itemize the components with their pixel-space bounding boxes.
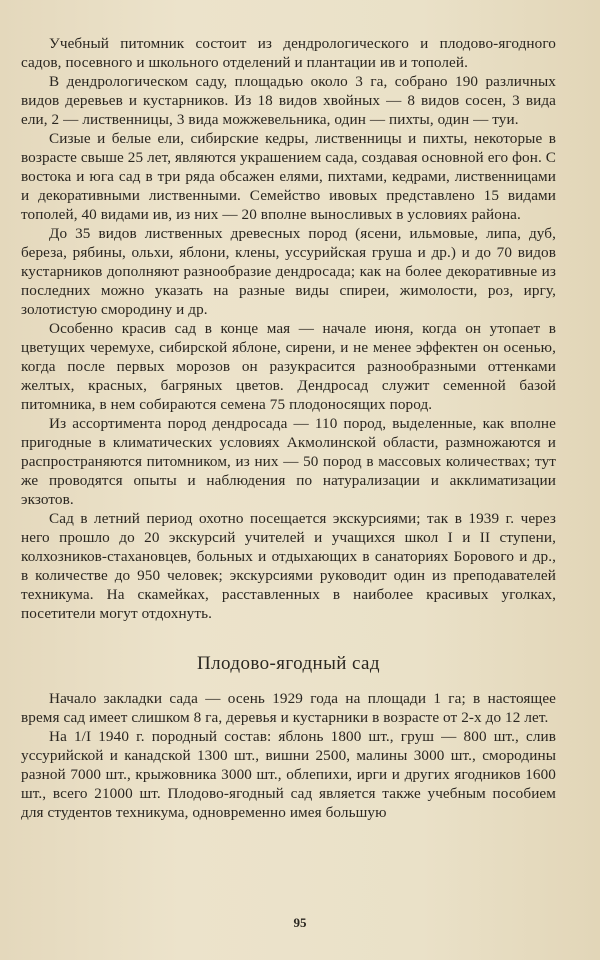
paragraph: Начало закладки сада — осень 1929 года на площади 1 га; в настоящее время сад имеет слишком 8 га, деревья и кустарники в возрасте от 2-х до 12 лет. xyxy=(21,690,556,726)
paragraph: До 35 видов лиственных древесных пород (ясени, ильмовые, липа, дуб, береза, рябины, ольхи, яблони, клены, уссурийская груша и др.) и до 70 видов кустарников дополняют разнообразие дендросада; как на более декоративные из последних можно указать на разные виды спиреи, жимолости, роз, иргу, золотистую смородину и др. xyxy=(21,225,556,318)
page-number: 95 xyxy=(293,915,307,930)
paragraph: Особенно красив сад в конце мая — начале июня, когда он утопает в цветущих черемухе, сибирской яблоне, сирени, и не менее эффектен он осенью, когда после первых морозов он разукрасится разнообразными оттенками желтых, красных, багряных цветов. Дендросад служит семенной базой питомника, в нем собираются семена 75 плодоносящих пород. xyxy=(21,320,556,413)
body-text-top xyxy=(21,34,556,623)
body-text-bottom xyxy=(21,689,556,822)
paragraph: Учебный питомник состоит из дендрологического и плодово-ягодного садов, посевного и школьного отделений и плантации ив и тополей. xyxy=(21,35,556,71)
paragraph: Из ассортимента пород дендросада — 110 пород, выделенные, как вполне пригодные в климатических условиях Акмолинской области, размножаются и распространяются питомником, из них — 50 пород в массовых количествах; тут же проводятся опыты и наблюдения по натурализации и акклиматизации экзотов. xyxy=(21,415,556,508)
paragraph: В дендрологическом саду, площадью около 3 га, собрано 190 различных видов деревьев и кустарников. Из 18 видов хвойных — 8 видов сосен, 3 вида ели, 2 — лиственницы, 3 вида можжевельника, один — пихты, один — туи. xyxy=(21,73,556,128)
paragraph: Сизые и белые ели, сибирские кедры, лиственницы и пихты, некоторые в возрасте свыше 25 лет, являются украшением сада, создавая основной его фон. С востока и юга сад в три ряда обсажен елями, пихтами, кедрами, лиственницами и декоративными лиственными. Семейство ивовых представлено 15 видами тополей, 40 видами ив, из них — 20 вполне выносливых в условиях района. xyxy=(21,130,556,223)
paragraph: Сад в летний период охотно посещается экскурсиями; так в 1939 г. через него прошло до 20 экскурсий учителей и учащихся школ I и II ступени, колхозников-стахановцев, больных и отдыхающих в санаториях Борового и др., в количестве до 950 человек; экскурсиями руководит один из преподавателей техникума. На скамейках, расставленных в наиболее красивых уголках, посетители могут отдохнуть. xyxy=(21,510,556,622)
paragraph: На 1/I 1940 г. породный состав: яблонь 1800 шт., груш — 800 шт., слив уссурийской и канадской 1300 шт., вишни 2500, малины 3000 шт., смородины разной 7000 шт., крыжовника 3000 шт., облепихи, ирги и других ягодников 1600 шт., всего 21000 шт. Плодово-ягодный сад является также учебным пособием для студентов техникума, одновременно имея большую xyxy=(21,728,556,821)
section-heading: Плодово-ягодный сад xyxy=(197,653,380,674)
